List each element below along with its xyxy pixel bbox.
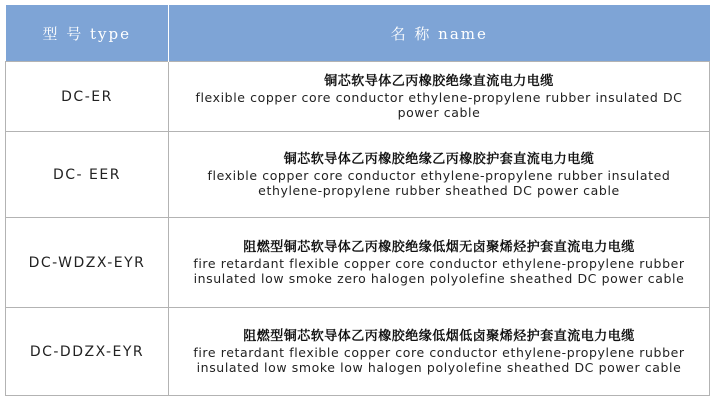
model-type-cell: DC- EER [6,132,169,218]
model-name-cell [169,62,710,132]
table-row [6,308,710,396]
english-name: flexible copper core conductor ethylene-propylene rubber insulated DC power cable [195,90,683,120]
english-name: fire retardant flexible copper core conductor ethylene-propylene rubber insulated low smoke low halogen polyolefine sheathed DC power cable [193,345,685,375]
cable-model-table [5,5,710,396]
table-row [6,62,710,132]
table-row [6,218,710,308]
model-name-cell [169,132,710,218]
type-column-header: 型 号 type [6,5,169,62]
model-type-cell: DC-ER [6,62,169,132]
name-column-header: 名 称 name [169,5,710,62]
model-type-cell: DC-WDZX-EYR [6,218,169,308]
chinese-name: 铜芯软导体乙丙橡胶绝缘直流电力电缆 [324,74,554,89]
english-name: fire retardant flexible copper core conductor ethylene-propylene rubber insulated low smoke zero halogen polyolefine sheathed DC power cable [193,256,685,286]
chinese-name: 铜芯软导体乙丙橡胶绝缘乙丙橡胶护套直流电力电缆 [283,152,595,167]
table-header-row [6,5,710,62]
model-name-cell [169,308,710,396]
chinese-name: 阻燃型铜芯软导体乙丙橡胶绝缘低烟低卤聚烯烃护套直流电力电缆 [243,329,635,344]
chinese-name: 阻燃型铜芯软导体乙丙橡胶绝缘低烟无卤聚烯烃护套直流电力电缆 [243,240,635,255]
table-row [6,132,710,218]
english-name: flexible copper core conductor ethylene-propylene rubber insulated ethylene-propylene rubber sheathed DC power cable [207,168,671,198]
model-type-cell: DC-DDZX-EYR [6,308,169,396]
model-name-cell [169,218,710,308]
